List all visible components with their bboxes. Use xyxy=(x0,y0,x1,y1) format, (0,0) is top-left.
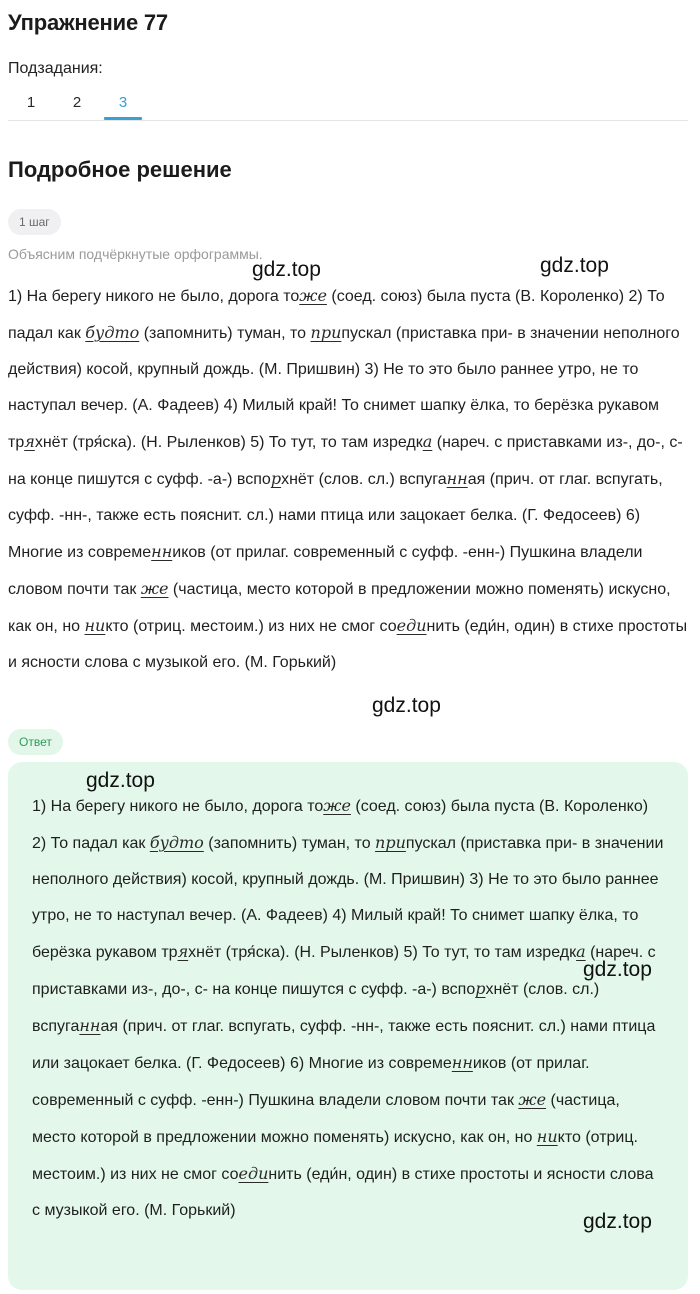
highlight: нн xyxy=(151,542,173,561)
watermark: gdz.top xyxy=(372,694,441,717)
highlight: еди xyxy=(238,1164,269,1183)
highlight: нн xyxy=(79,1016,101,1035)
text-segment: 1) На берегу никого не было, дорога то xyxy=(8,288,300,305)
answer-badge: Ответ xyxy=(8,729,63,755)
watermark: gdz.top xyxy=(252,258,321,281)
text-segment: пускал (приставка при- в значении неполного действия) косой, крупный дождь. (М. Пришвин) 3) Не то это было раннее утро, не то наступал вечер. (А. Фадеев) 4) Милый край! То снимет шапку ёлка, то берёзка рукавом тр xyxy=(32,835,664,961)
highlight: же xyxy=(140,579,169,598)
text-segment: (соед. союз) была пуста (В. Короленко) 2) То падал как xyxy=(8,288,665,342)
subtask-tab-1[interactable]: 1 xyxy=(26,93,36,111)
highlight: ни xyxy=(536,1127,558,1146)
highlight: еди xyxy=(396,616,427,635)
highlight: будто xyxy=(149,833,204,852)
text-segment: кто (отриц. местоим.) из них не смог со xyxy=(32,1129,638,1183)
text-segment: хнёт (тря́ска). (Н. Рыленков) 5) То тут, то там изредк xyxy=(188,944,577,961)
highlight: при xyxy=(375,833,406,852)
watermark: gdz.top xyxy=(583,958,652,981)
step-badge: 1 шаг xyxy=(8,209,61,235)
text-segment: (частица, место которой в предложении можно поменять) искусно, как он, но xyxy=(8,581,671,635)
text-segment: хнёт (тря́ска). (Н. Рыленков) 5) То тут, то там изредк xyxy=(34,434,423,451)
highlight: а xyxy=(576,942,586,961)
text-segment: ая (прич. от глаг. вспугать, суфф. -нн-, также есть пояснит. сл.) нами птица или зацокает белка. (Г. Федосеев) 6) Многие из совреме xyxy=(32,1018,656,1072)
text-segment: кто (отриц. местоим.) из них не смог со xyxy=(105,618,397,635)
subtask-tabs xyxy=(8,84,146,120)
highlight: же xyxy=(323,796,351,815)
text-segment: (частица, место которой в предложении можно поменять) искусно, как он, но xyxy=(32,1092,620,1146)
page-title: Упражнение 77 xyxy=(8,10,168,35)
watermark: gdz.top xyxy=(583,1210,652,1233)
highlight: р xyxy=(475,979,486,998)
highlight: будто xyxy=(85,323,140,342)
text-segment: пускал (приставка при- в значении неполного действия) косой, крупный дождь. (М. Пришвин) 3) Не то это было раннее утро, не то наступал вечер. (А. Фадеев) 4) Милый край! То снимет шапку ёлка, то берёзка рукавом тр xyxy=(8,325,680,451)
text-segment: (запомнить) туман, то xyxy=(203,835,376,852)
tabs-divider xyxy=(8,120,688,121)
watermark: gdz.top xyxy=(540,254,609,277)
highlight: я xyxy=(177,942,189,961)
text-segment: (запомнить) туман, то xyxy=(139,325,311,342)
text-segment: (нареч. с приставками из-, до-, с- на конце пишутся с суфф. -а-) вспо xyxy=(32,944,656,998)
highlight: р xyxy=(270,469,282,488)
answer-text xyxy=(32,788,664,1229)
solution-intro: Объясним подчёркнутые орфограммы. xyxy=(8,246,263,262)
text-segment: 1) На берегу никого не было, дорога то xyxy=(32,798,324,815)
highlight: при xyxy=(310,323,342,342)
highlight: же xyxy=(299,286,327,305)
text-segment: иков (от прилаг. современный с суфф. -енн-) Пушкина владели словом почти так xyxy=(8,544,643,598)
subtask-tab-3[interactable]: 3 xyxy=(100,84,146,120)
subtask-tab-2[interactable]: 2 xyxy=(72,93,82,111)
highlight: я xyxy=(24,432,35,451)
text-segment: (нареч. с приставками из-, до-, с- на конце пишутся с суфф. -а-) вспо xyxy=(8,434,683,488)
text-segment: хнёт (слов. сл.) вспуга xyxy=(281,471,447,488)
highlight: а xyxy=(422,432,433,451)
text-segment: хнёт (слов. сл.) вспуга xyxy=(32,981,600,1035)
text-segment: ая (прич. от глаг. вспугать, суфф. -нн-, также есть пояснит. сл.) нами птица или зацокает белка. (Г. Федосеев) 6) Многие из совреме xyxy=(8,471,663,561)
text-segment: (соед. союз) была пуста (В. Короленко) 2) То падал как xyxy=(32,798,649,852)
text-segment: иков (от прилаг. современный с суфф. -енн-) Пушкина владели словом почти так xyxy=(32,1055,590,1109)
highlight: же xyxy=(518,1090,547,1109)
text-segment: нить (еди́н, один) в стихе простоты и ясности слова с музыкой его. (М. Горький) xyxy=(8,618,688,671)
subtasks-label: Подзадания: xyxy=(8,60,103,77)
watermark: gdz.top xyxy=(86,769,155,792)
highlight: ни xyxy=(84,616,106,635)
highlight: нн xyxy=(446,469,468,488)
solution-title: Подробное решение xyxy=(8,157,232,182)
solution-text xyxy=(8,278,692,681)
text-segment: нить (еди́н, один) в стихе простоты и ясности слова с музыкой его. (М. Горький) xyxy=(32,1166,654,1219)
highlight: нн xyxy=(451,1053,473,1072)
